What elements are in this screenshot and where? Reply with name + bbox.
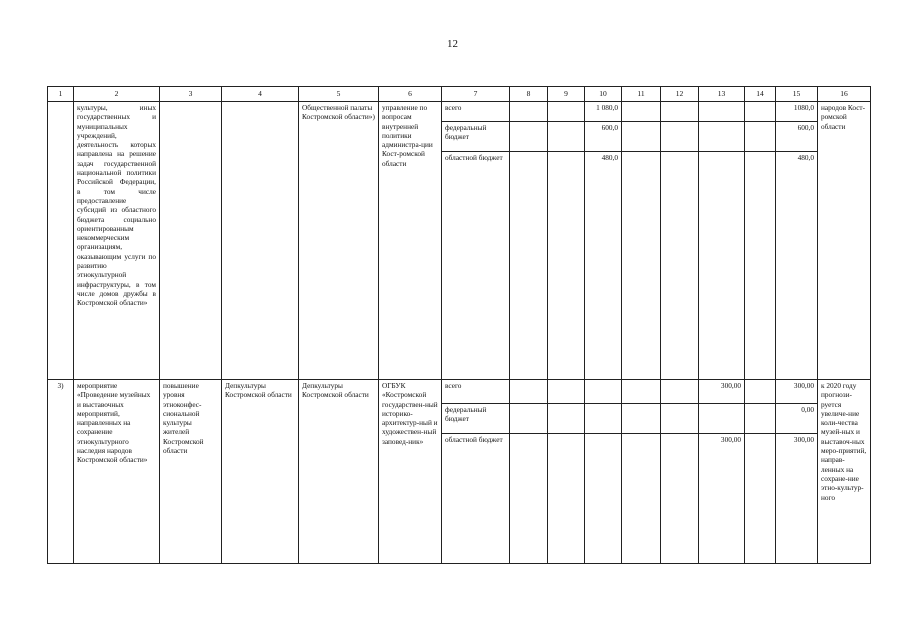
recipient-cell: ОГБУК «Костромской государствен-ный историко-архитектур-ный и художествен-ный заповед-ник» [379,380,442,564]
responsible-cell [222,102,299,380]
source-label: областной бюджет [442,152,510,380]
header-cell: 11 [622,87,661,102]
source-label: областной бюджет [442,434,510,564]
value-cell [699,404,745,434]
header-cell: 12 [661,87,699,102]
goal-cell [160,102,222,380]
value-cell: 1 080,0 [585,102,622,122]
total-cell: 600,0 [776,122,818,152]
header-cell: 13 [699,87,745,102]
total-cell: 0,00 [776,404,818,434]
column-number-row [48,87,871,102]
header-cell: 6 [379,87,442,102]
budget-table [47,86,871,564]
total-cell: 480,0 [776,152,818,380]
page-number: 12 [447,38,458,50]
header-cell: 3 [160,87,222,102]
source-label: федеральный бюджет [442,404,510,434]
value-cell: 300,00 [699,434,745,564]
activity-description: культуры, иных государственных и муниципальных учреждений, деятельность которых направлена на решение задач государственной национальной политики Российской Федерации, в том числе предоставление субсидий из областного бюджета социально ориентированным некоммерческим организациям, оказывающим услуги по развитию этнокультурной инфраструктуры, в том числе домов дружбы в Костромской области» [74,102,160,380]
header-cell: 10 [585,87,622,102]
table-row [48,102,871,122]
header-cell: 5 [299,87,379,102]
result-cell: народов Кост-ромской области [818,102,871,380]
activity-description: мероприятие «Проведение музейных и выставочных мероприятий, направленных на сохранение этнокультурного наследия народов Костромской области» [74,380,160,564]
source-label: всего [442,102,510,122]
value-cell: 600,0 [585,122,622,152]
header-cell: 1 [48,87,74,102]
source-label: всего [442,380,510,404]
header-cell: 7 [442,87,510,102]
header-cell: 4 [222,87,299,102]
header-cell: 2 [74,87,160,102]
goal-cell: повышение уровня этноконфес-сиональной культуры жителей Костромской области [160,380,222,564]
header-cell: 9 [548,87,585,102]
header-cell: 16 [818,87,871,102]
coexecutor-cell: Депкультуры Костромской области [299,380,379,564]
row-number-cell [48,102,74,380]
header-cell: 8 [510,87,548,102]
responsible-cell: Депкультуры Костромской области [222,380,299,564]
coexecutor-cell: Общественной палаты Костромской области») [299,102,379,380]
total-cell: 1080,0 [776,102,818,122]
total-cell: 300,00 [776,380,818,404]
header-cell: 15 [776,87,818,102]
source-label: федеральный бюджет [442,122,510,152]
header-cell: 14 [745,87,776,102]
row-number-cell: 3) [48,380,74,564]
value-cell: 300,00 [699,380,745,404]
total-cell: 300,00 [776,434,818,564]
recipient-cell: управление по вопросам внутренней политики администра-ции Кост-ромской области [379,102,442,380]
table-row [48,380,871,404]
value-cell: 480,0 [585,152,622,380]
result-cell: к 2020 году прогнози-руется увеличе-ние коли-чества музей-ных и выставоч-ных меро-приятий, направ-ленных на сохране-ние этно-культур-ного [818,380,871,564]
